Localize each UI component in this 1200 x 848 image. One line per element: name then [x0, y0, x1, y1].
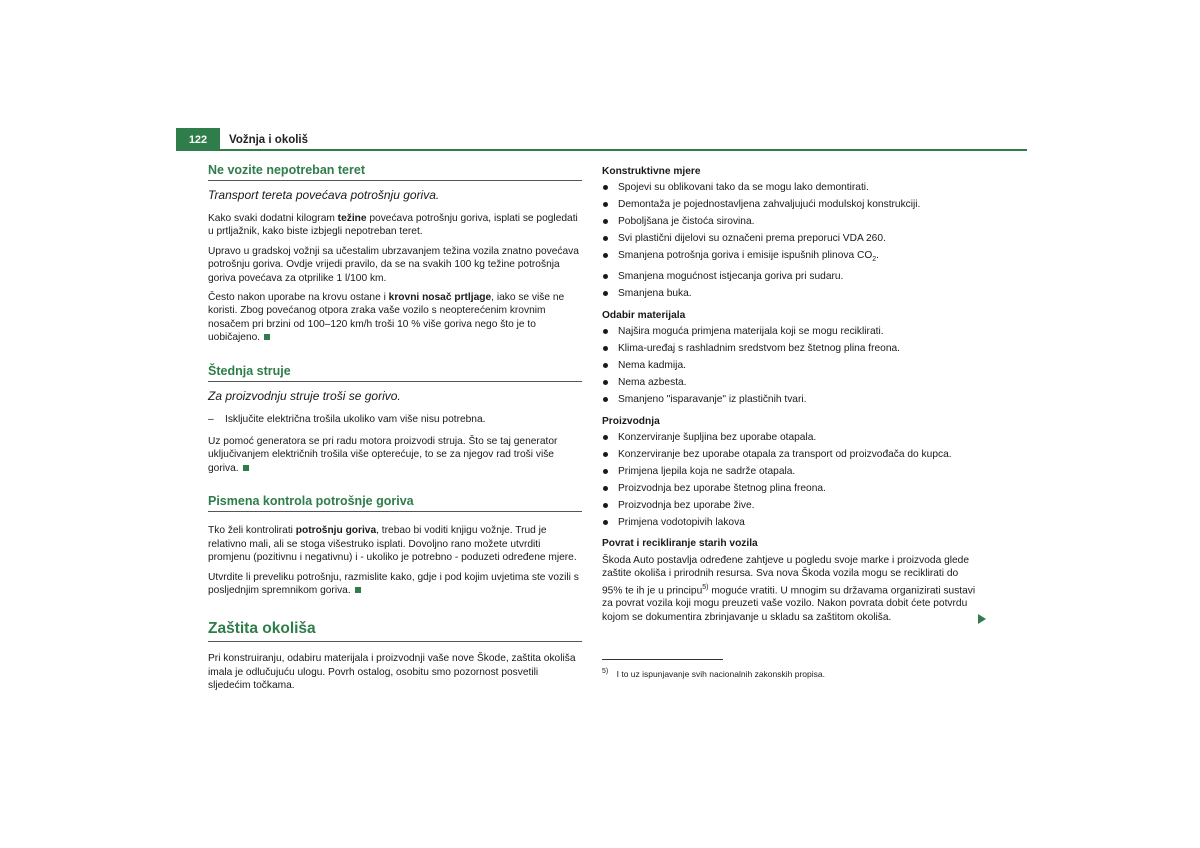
- list-item: Spojevi su oblikovani tako da se mogu lako demontirati.: [602, 181, 992, 194]
- list-item: Konzerviranje bez uporabe otapala za transport od proizvođača do kupca.: [602, 448, 992, 461]
- list-item: – Isključite električna trošila ukoliko vam više nisu potrebna.: [208, 413, 486, 425]
- list-item: Poboljšana je čistoća sirovina.: [602, 215, 992, 228]
- list-item: Primjena ljepila koja ne sadrže otapala.: [602, 465, 992, 478]
- footnote-rule: [602, 659, 723, 660]
- paragraph: Upravo u gradskoj vožnji sa učestalim ubrzavanjem težina vozila znatno povećava potrošnju goriva. Ovdje vrijedi pravilo, da se na svakih 100 kg težine potrošnja goriva povećava za otprilike 1 l/100 km.: [208, 245, 579, 284]
- list-item: Smanjena mogućnost istjecanja goriva pri sudaru.: [602, 270, 992, 283]
- section-title: Štednja struje: [208, 363, 582, 382]
- list-item: Svi plastični dijelovi su označeni prema preporuci VDA 260.: [602, 232, 992, 245]
- paragraph: Utvrdite li preveliku potrošnju, razmislite kako, gdje i pod kojim uvjetima ste vozili s posljednjim spremnikom goriva.: [208, 571, 579, 596]
- list-item: Smanjena potrošnja goriva i emisije ispušnih plinova $CO_2$.: [602, 249, 992, 266]
- list-item: Nema azbesta.: [602, 376, 992, 389]
- list-item: Nema kadmija.: [602, 359, 992, 372]
- section-title: Ne vozite nepotreban teret: [208, 162, 582, 181]
- left-column: [208, 162, 582, 699]
- footnote-ref: 5): [702, 583, 709, 591]
- subheading: Povrat i recikliranje starih vozila: [602, 538, 758, 550]
- paragraph: Uz pomoć generatora se pri radu motora proizvodi struja. Što se taj generator uključivanjem električnih trošila više opterećuje, to se za njegov rad troši više goriva.: [208, 436, 558, 474]
- continue-arrow-icon: [978, 614, 986, 624]
- dash-marker: –: [208, 413, 214, 425]
- section-lead: Za proizvodnju struje troši se gorivo.: [208, 388, 401, 403]
- list-item: Smanjena buka.: [602, 287, 992, 300]
- running-title: Vožnja i okoliš: [229, 134, 309, 146]
- page-header: [176, 128, 1027, 151]
- chapter-title: Zaštita okoliša: [208, 619, 582, 642]
- subheading: Konstruktivne mjere: [602, 166, 701, 177]
- paragraph: Škoda Auto postavlja određene zahtjeve u pogledu svoje marke i proizvoda glede zaštite okoliša i prirodnih resursa. Sva nova Škoda vozila mogu se reciklirati do 95% te ih je u principu$^{5)}$ moguće vratiti. U mnogim su državama organizirati sustavi za povrat vozila koji mogu preuzeti vaše vozilo. Nakon povrata dobit ćete potvrdu kojom se dokumentira zbrinjavanje u skladu sa zaštitom okoliša.: [602, 554, 976, 623]
- section-lead: Transport tereta povećava potrošnju goriva.: [208, 188, 440, 202]
- footnote: [602, 666, 825, 680]
- bullet-list: [602, 325, 992, 406]
- end-marker-icon: [355, 587, 361, 593]
- bullet-list: [602, 181, 992, 300]
- right-column: [602, 165, 992, 630]
- list-item: Primjena vodotopivih lakova: [602, 516, 992, 529]
- list-item: Proizvodnja bez uporabe štetnog plina freona.: [602, 482, 992, 495]
- section-title: Pismena kontrola potrošnje goriva: [208, 493, 582, 512]
- paragraph: Tko želi kontrolirati potrošnju goriva, trebao bi voditi knjigu vožnje. Trud je relativno mali, ali se stoga višestruko isplati. Dovoljno rano možete utvrditi promjenu (pozitivnu i negativnu) i - ukoliko je potrebno - poduzeti određene mjere.: [208, 525, 577, 564]
- list-item: Klima-uređaj s rashladnim sredstvom bez štetnog plina freona.: [602, 342, 992, 355]
- end-marker-icon: [264, 334, 270, 340]
- subheading: Proizvodnja: [602, 415, 660, 427]
- list-item: Smanjeno "isparavanje" iz plastičnih tvari.: [602, 393, 992, 406]
- page-number: 122: [176, 128, 220, 149]
- list-item: Demontaža je pojednostavljena zahvaljujući modulskoj konstrukciji.: [602, 198, 992, 211]
- list-item: Konzerviranje šupljina bez uporabe otapala.: [602, 431, 992, 444]
- end-marker-icon: [243, 465, 249, 471]
- list-item: Proizvodnja bez uporabe žive.: [602, 499, 992, 512]
- paragraph: Pri konstruiranju, odabiru materijala i proizvodnji vaše nove Škode, zaštita okoliša imala je odlučujuću ulogu. Povrh ostalog, osobitu smo pozornost posvetili sljedećim točkama.: [208, 653, 576, 692]
- paragraph: Kako svaki dodatni kilogram težine povećava potrošnju goriva, isplati se pogledati u prtljažnik, kako biste izbjegli nepotreban teret.: [208, 213, 578, 238]
- subheading: Odabir materijala: [602, 309, 686, 321]
- footnote-text: I to uz ispunjavanje svih nacionalnih zakonskih propisa.: [616, 668, 825, 679]
- footnote-mark: 5): [602, 668, 609, 675]
- paragraph: Često nakon uporabe na krovu ostane i krovni nosač prtljage, iako se više ne koristi. Zbog povećanog otpora zraka vaše vozilo s neopterećenim krovnim nosačem pri brzini od 100–120 km/h troši 10 % više goriva nego što je to uobičajeno.: [208, 292, 565, 344]
- list-item: Najšira moguća primjena materijala koji se mogu reciklirati.: [602, 325, 992, 338]
- bullet-list: [602, 431, 992, 529]
